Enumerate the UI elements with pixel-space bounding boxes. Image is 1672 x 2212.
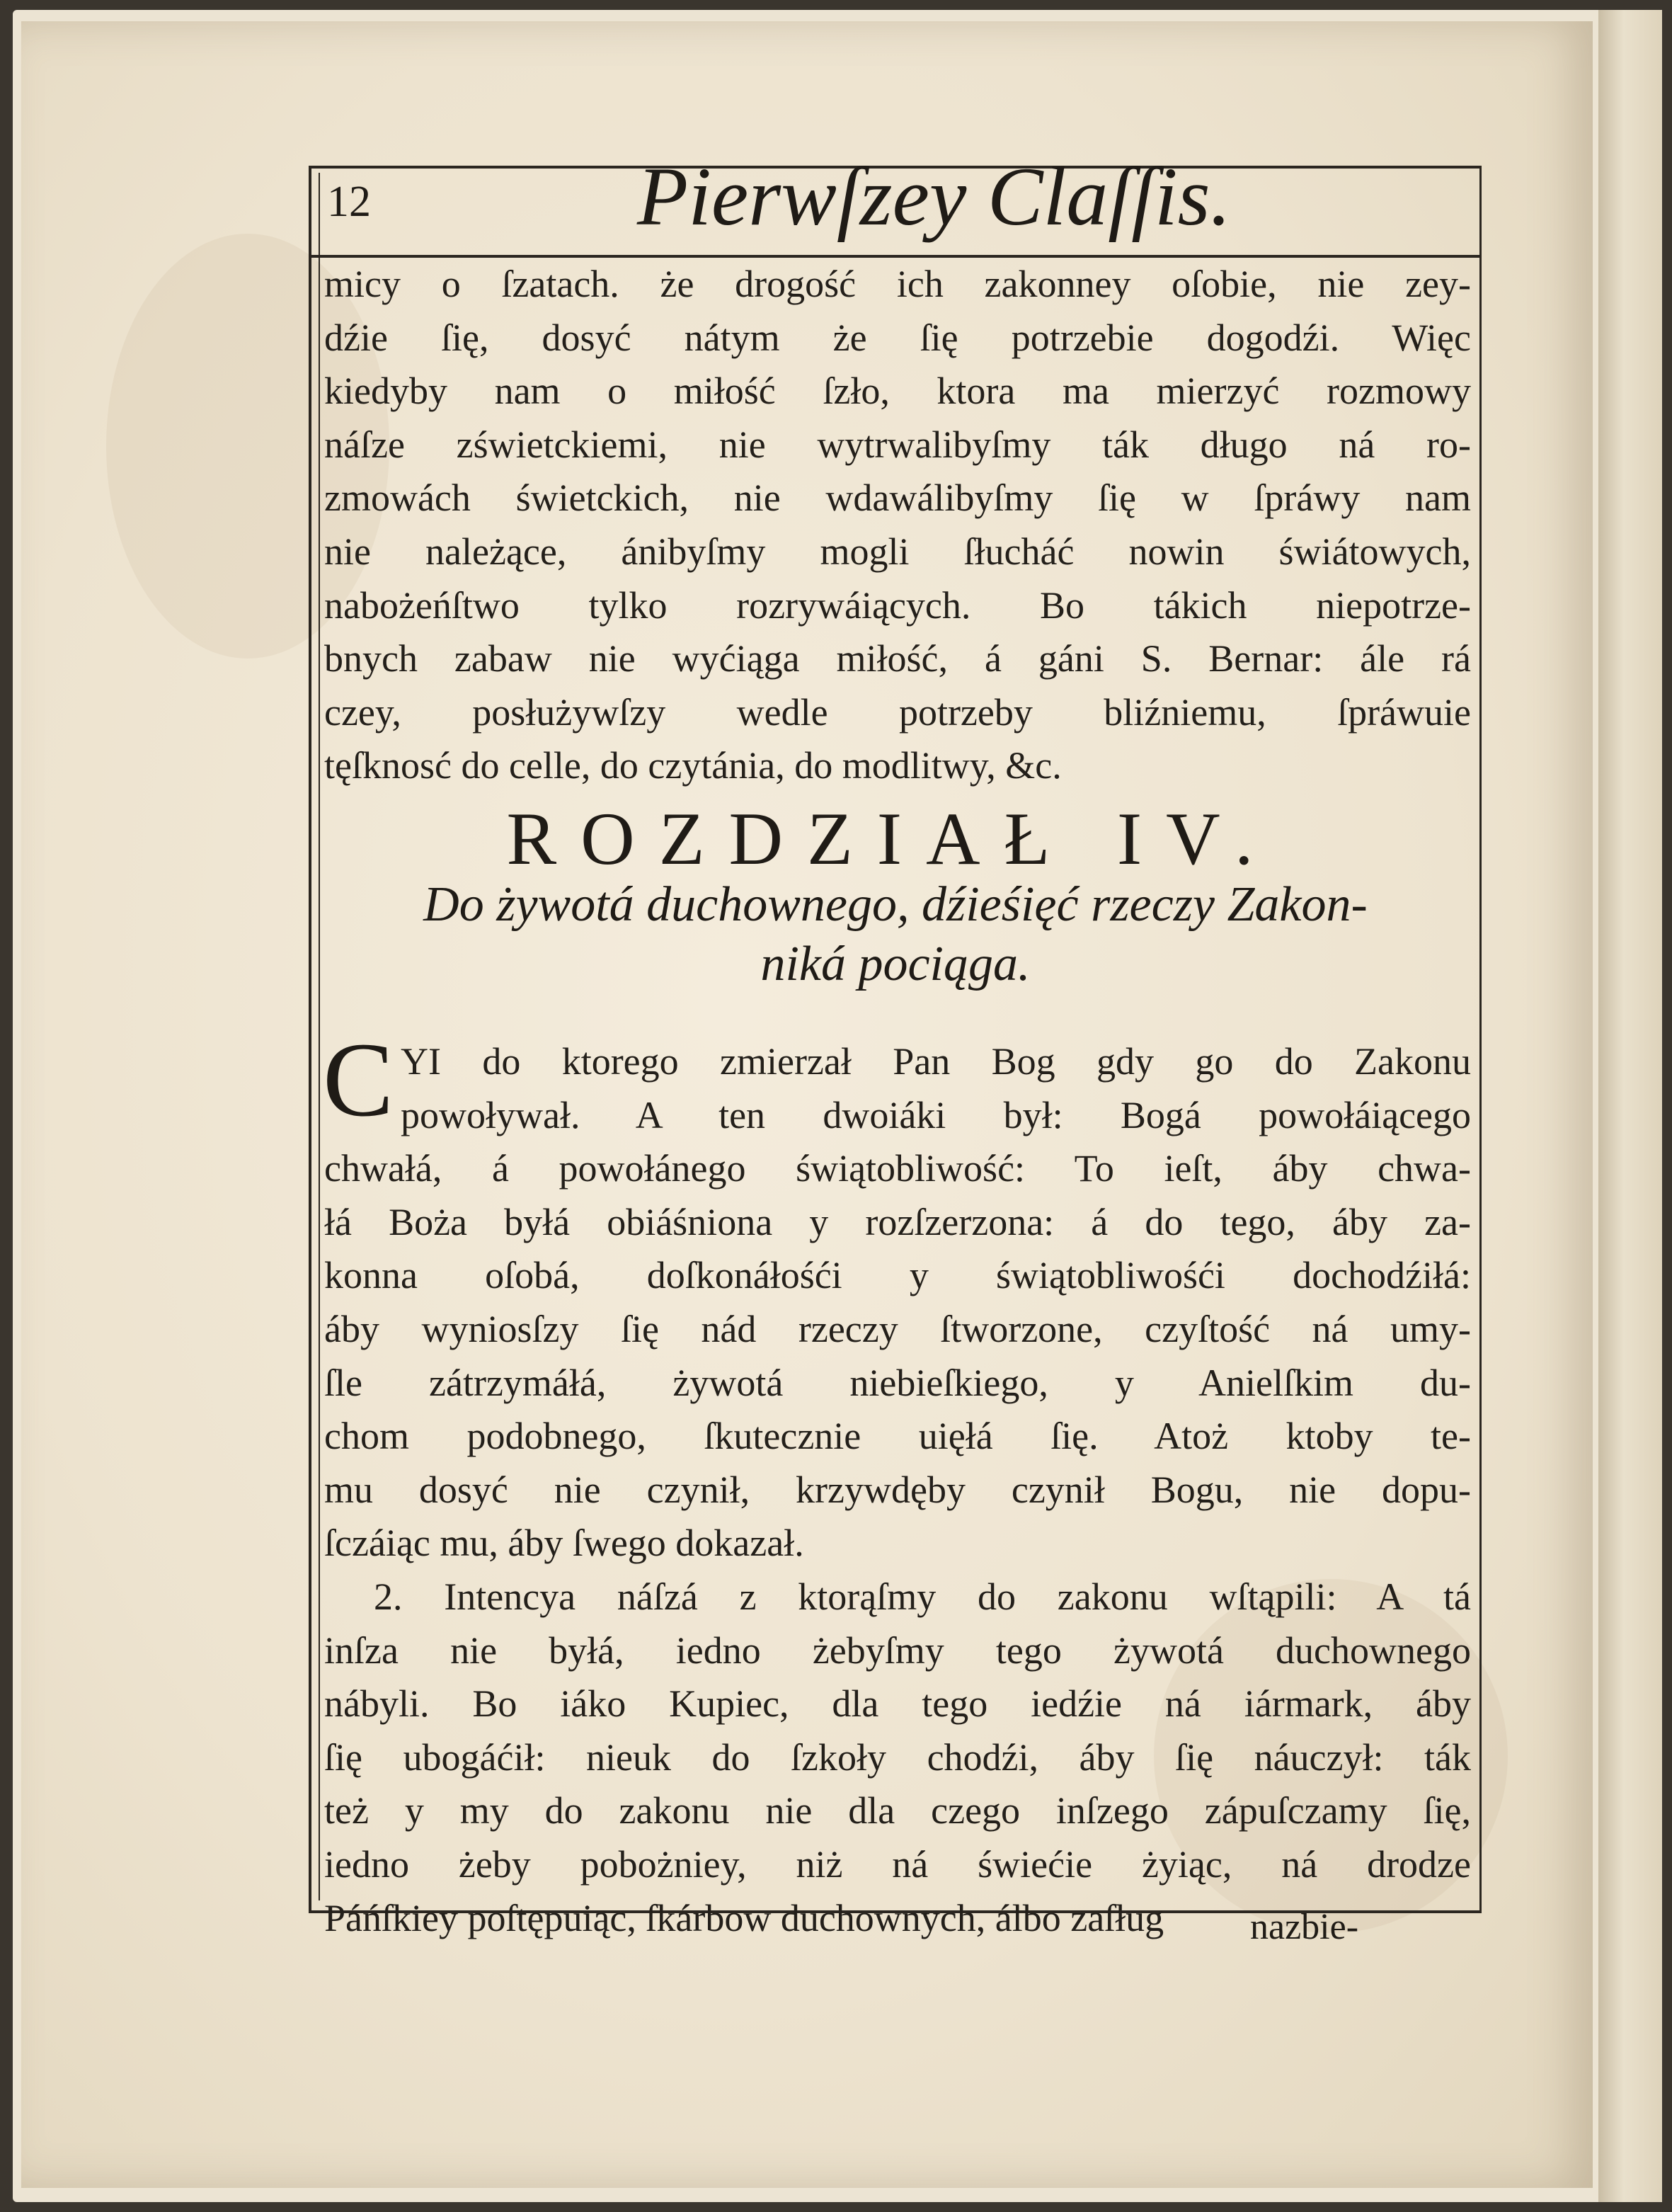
text-line: konna oſobá, doſkonáłośći y świątobliwośći dochodźiłá: <box>324 1254 1471 1297</box>
text-line: áby wyniosſzy ſię nád rzeczy ſtworzone, czyſtość ná umy- <box>324 1307 1471 1350</box>
text-line: nábyli. Bo iáko Kupiec, dla tego iedźie ná iármark, áby <box>324 1682 1471 1726</box>
text-line: czey, posłużywſzy wedle potrzeby bliźniemu, ſpráwuie <box>324 690 1471 734</box>
text-line: micy o ſzatach. że drogość ich zakonney oſobie, nie zey- <box>324 263 1471 305</box>
text-line: nabożeńſtwo tylko rozrywáiących. Bo tákich niepotrze- <box>324 583 1471 627</box>
text-line: chom podobnego, ſkutecznie uięłá ſię. Atoż ktoby te- <box>324 1415 1471 1458</box>
text-line: inſza nie byłá, iedno żebyſmy tego żywotá duchownego <box>324 1629 1471 1672</box>
text-line: dźie ſię, dosyć nátym że ſię potrzebie dogodźi. Więc <box>324 316 1471 359</box>
chapter-body <box>324 1035 1471 1945</box>
facing-page-edge <box>1598 10 1662 2202</box>
text-line: łá Boża byłá obiáśniona y rozſzerzona: á do tego, áby za- <box>324 1200 1471 1243</box>
continued-paragraph <box>324 258 1471 793</box>
text-line: zmowách świetckich, nie wdawálibyſmy ſię w ſpráwy nam <box>324 477 1471 520</box>
text-line: náſze zświetckiemi, nie wytrwalibyſmy ták długo ná ro- <box>324 423 1471 466</box>
chapter-subtitle <box>319 875 1472 994</box>
page-number: 12 <box>327 178 371 226</box>
text-line: chwałá, á powołánego świątobliwość: To ieſt, áby chwa- <box>324 1147 1471 1190</box>
text-line: ſle zátrzymáłá, żywotá niebieſkiego, y Anielſkim du- <box>324 1361 1471 1404</box>
chapter-subtitle-line: Do żywotá duchownego, dźieśięć rzeczy Zakon- <box>423 877 1368 932</box>
text-line: 2. Intencya náſzá z ktorąſmy do zakonu wſtąpili: A tá <box>374 1575 1471 1618</box>
catchword: nazbie- <box>1250 1907 1359 1947</box>
text-line: tęſknosć do celle, do czytánia, do modlitwy, &c. <box>324 744 1062 787</box>
text-line: iedno żeby pobożniey, niż ná świećie żyiąc, ná drodze <box>324 1842 1471 1886</box>
drop-capital: C <box>323 1021 394 1139</box>
text-line: też y my do zakonu nie dla czego inſzego zápuſczamy ſię, <box>324 1789 1471 1832</box>
text-line: powoływał. A ten dwoiáki był: Bogá powołáiącego <box>401 1093 1471 1136</box>
text-line: YI do ktorego zmierzał Pan Bog gdy go do Zakonu <box>401 1040 1471 1083</box>
text-line: nie należące, ánibyſmy mogli ſłucháć nowin świátowych, <box>324 530 1471 573</box>
text-line: bnych zabaw nie wyćiąga miłość, á gáni S. Bernar: ále rá <box>324 637 1471 680</box>
running-head: Pierwſzey Claſſis. <box>637 150 1232 243</box>
text-line: ſczáiąc mu, áby ſwego dokazał. <box>324 1522 804 1565</box>
chapter-title: ROZDZIAŁ IV. <box>506 797 1278 880</box>
text-line: Páńſkiey poſtępuiąc, ſkárbow duchownych, álbo zaſług <box>324 1896 1164 1939</box>
text-line: kiedyby nam o miłość ſzło, ktora ma mierzyć rozmowy <box>324 370 1471 413</box>
text-line: mu dosyć nie czynił, krzywdęby czynił Bogu, nie dopu- <box>324 1468 1471 1511</box>
chapter-subtitle-line: niká pociąga. <box>760 937 1031 991</box>
text-line: ſię ubogáćił: nieuk do ſzkoły chodźi, áby ſię náuczył: ták <box>324 1735 1471 1779</box>
